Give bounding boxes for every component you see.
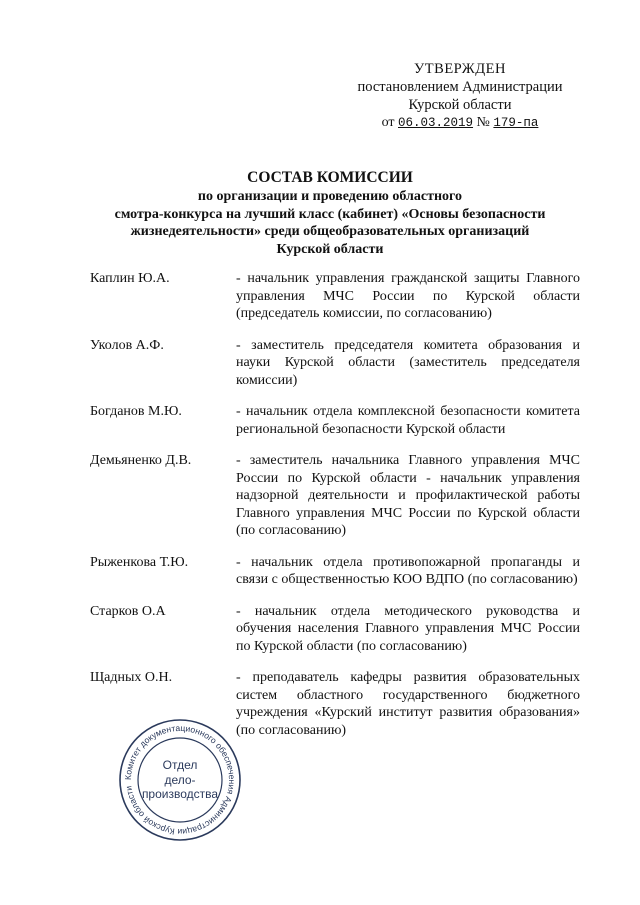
stamp-line-3: производства [141, 787, 219, 801]
number-sign: № [476, 115, 490, 130]
title-line-2: смотра-конкурса на лучший класс (кабинет) «Основы безопасности [114, 206, 546, 222]
member-name: Демьяненко Д.В. [90, 453, 192, 468]
member-name: Богданов М.Ю. [90, 404, 182, 419]
approval-date-line [340, 114, 580, 132]
approval-block [340, 60, 580, 132]
title-line-3: жизнедеятельности» среди общеобразовательных организаций [130, 224, 530, 239]
approval-line-1: постановлением Администрации [357, 79, 563, 95]
date-prefix: от [381, 115, 395, 130]
office-stamp [118, 718, 242, 842]
member-role: - начальник управления гражданской защиты Главного управления МЧС России по Курской области (председатель комиссии, по согласованию) [236, 271, 580, 321]
stamp-inner-text [134, 758, 226, 802]
member-row [90, 270, 580, 323]
member-row [90, 403, 580, 438]
title-line-1: по организации и проведению областного [197, 189, 463, 204]
title-line-4: Курской области [276, 241, 384, 257]
member-row [90, 554, 580, 589]
member-name: Каплин Ю.А. [90, 271, 170, 286]
member-name: Рыженкова Т.Ю. [90, 554, 189, 570]
title-block [80, 168, 580, 258]
approval-heading: УТВЕРЖДЕН [414, 61, 506, 77]
member-row [90, 452, 580, 540]
member-role: - преподаватель кафедры развития образовательных систем областного государственного бюджетного учреждения «Курский институт развития образования» (по согласованию) [236, 670, 580, 738]
document-title: СОСТАВ КОМИССИИ [247, 169, 413, 186]
stamp-ring-text: Комитет документационного обеспечения Администрации Курской области [122, 722, 238, 838]
approval-number: 179-па [493, 116, 539, 130]
member-role: - заместитель председателя комитета образования и науки Курской области (заместитель председателя комиссии) [236, 337, 580, 388]
member-role: - заместитель начальника Главного управления МЧС России по Курской области - начальник управления надзорной деятельности и профилактической работы Главного управления МЧС России по Курской области (по согласованию) [236, 453, 580, 538]
member-role: - начальник отдела комплексной безопасности комитета региональной безопасности Курской области [236, 404, 580, 437]
member-name: Щадных О.Н. [90, 670, 173, 685]
member-role: - начальник отдела противопожарной пропаганды и связи с общественностью КОО ВДПО (по согласованию) [236, 554, 580, 587]
member-name: Старков О.А [90, 603, 166, 619]
stamp-line-2: дело- [164, 772, 196, 787]
members-list [90, 270, 580, 753]
member-role: - начальник отдела методического руководства и обучения населения Главного управления МЧС России по Курской области (по согласованию) [236, 603, 580, 654]
member-row [90, 337, 580, 390]
stamp-line-1: Отдел [162, 758, 198, 772]
approval-date: 06.03.2019 [398, 116, 474, 130]
approval-line-2: Курской области [408, 97, 512, 113]
member-row [90, 603, 580, 656]
member-name: Уколов А.Ф. [90, 337, 164, 353]
